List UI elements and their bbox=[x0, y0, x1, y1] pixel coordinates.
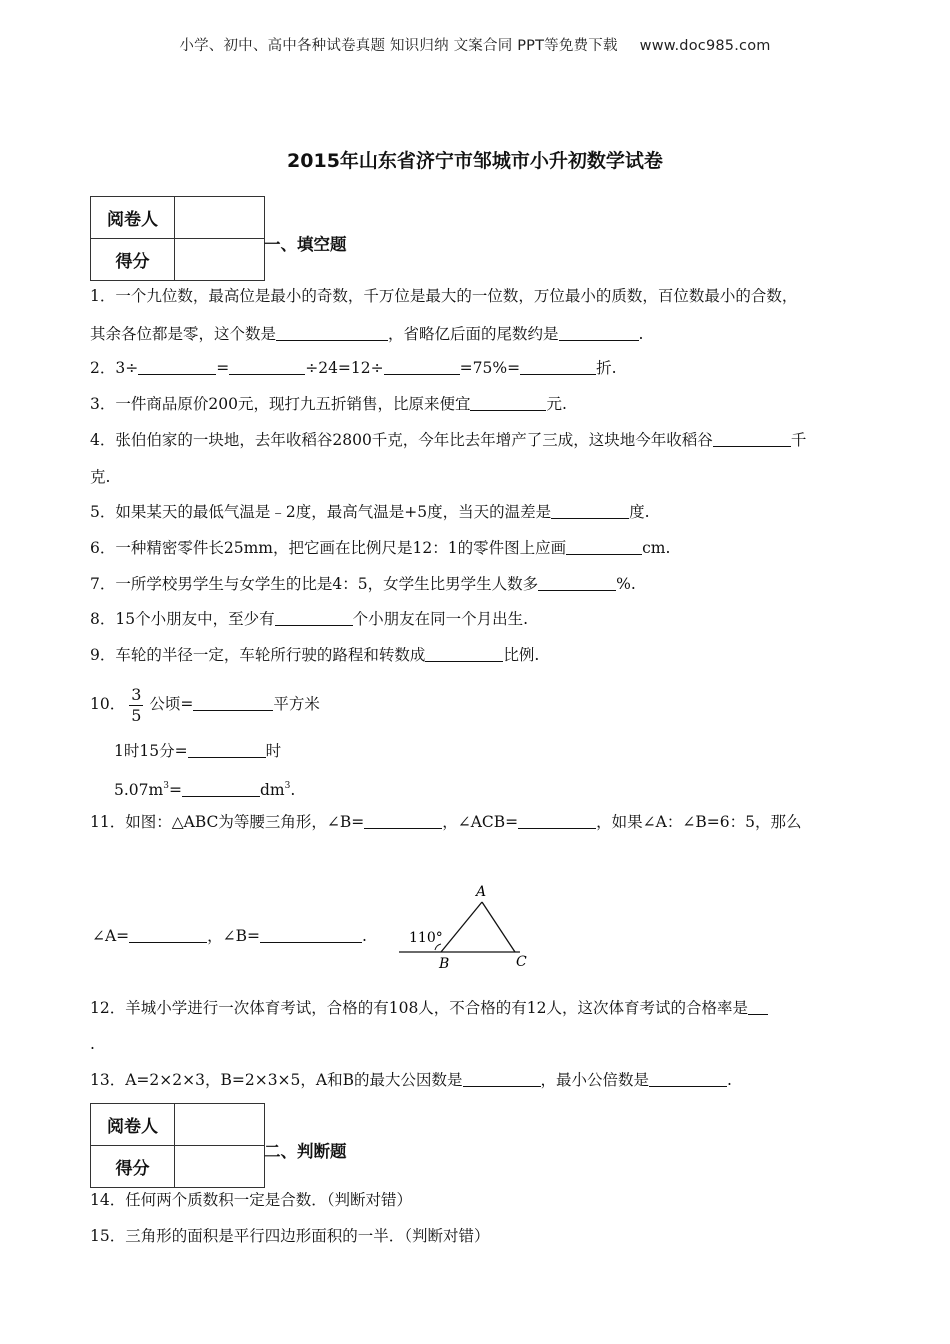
q11-text-5: ，∠B= bbox=[207, 927, 261, 945]
q11-blank-3[interactable] bbox=[129, 924, 207, 943]
q11-text-1: 11．如图：△ABC为等腰三角形，∠B= bbox=[90, 813, 365, 831]
question-9 bbox=[90, 637, 888, 674]
q7-text-1: 7．一所学校男学生与女学生的比是4：5，女学生比男学生人数多 bbox=[90, 575, 539, 593]
q13-text-2: ，最小公倍数是 bbox=[540, 1071, 650, 1089]
vertex-c-label: C bbox=[516, 954, 527, 970]
q10-text-4: 时 bbox=[265, 742, 282, 760]
q6-text-1: 6．一种精密零件长25mm，把它画在比例尺是12：1的零件图上应画 bbox=[90, 539, 567, 557]
q12-text-1: 12．羊城小学进行一次体育考试，合格的有108人，不合格的有12人，这次体育考试的合格率是 bbox=[90, 999, 749, 1017]
question-4-line-1 bbox=[90, 422, 888, 459]
q4-text-2: 千 bbox=[790, 431, 807, 449]
question-2 bbox=[90, 350, 888, 387]
question-11-line-1 bbox=[90, 804, 888, 841]
q4-text-1: 4．张伯伯家的一块地，去年收稻谷2800千克，今年比去年增产了三成，这块地今年收稻谷 bbox=[90, 431, 713, 449]
q5-text-1: 5．如果某天的最低气温是﹣2度，最高气温是+5度，当天的温差是 bbox=[90, 503, 552, 521]
page-header bbox=[0, 34, 950, 55]
question-15: 15．三角形的面积是平行四边形面积的一半．（判断对错） bbox=[90, 1227, 490, 1245]
header-url[interactable]: www.doc985.com bbox=[639, 38, 771, 54]
q13-text-3: . bbox=[727, 1071, 732, 1089]
q10-text-7: dm bbox=[259, 781, 285, 799]
q10-blank-3[interactable] bbox=[182, 778, 260, 797]
q11-text-3: ，如果∠A：∠B=6：5，那么 bbox=[596, 813, 802, 831]
q10-text-1: 公顷= bbox=[149, 695, 194, 713]
q12-blank[interactable] bbox=[748, 996, 768, 1015]
q9-blank[interactable] bbox=[425, 643, 503, 662]
question-4-line-2: 克. bbox=[90, 468, 111, 486]
q1-text-1: 其余各位都是零，这个数是 bbox=[90, 325, 277, 343]
question-13 bbox=[90, 1062, 888, 1099]
section-fill-in: 一、填空题 bbox=[264, 235, 347, 254]
q10-text-5: 5.07m bbox=[114, 781, 164, 799]
q10-blank-2[interactable] bbox=[188, 739, 266, 758]
question-1-line-1: 1．一个九位数，最高位是最小的奇数，千万位是最大的一位数，万位最小的质数，百位数最小的合数， bbox=[90, 287, 798, 305]
q10-sup-1: 3 bbox=[163, 781, 169, 791]
q13-blank-2[interactable] bbox=[649, 1068, 727, 1087]
question-10-line-2 bbox=[114, 733, 888, 770]
reviewer-cell-2 bbox=[175, 1104, 265, 1146]
side-ab bbox=[441, 902, 482, 952]
q13-text-1: 13．A=2×2×3，B=2×3×5，A和B的最大公因数是 bbox=[90, 1071, 463, 1089]
reviewer-label-2: 阅卷人 bbox=[91, 1104, 175, 1146]
q2-text-5: 折. bbox=[596, 359, 617, 377]
question-1-line-2 bbox=[90, 316, 888, 353]
score-label-2: 得分 bbox=[91, 1146, 175, 1188]
q10-number: 10． bbox=[90, 695, 126, 713]
q2-text-4: =75%= bbox=[459, 359, 521, 377]
q6-text-2: cm. bbox=[642, 539, 671, 557]
side-ac bbox=[482, 902, 515, 952]
q10-blank-1[interactable] bbox=[193, 692, 273, 711]
triangle-figure bbox=[395, 880, 535, 974]
fraction-three-fifths bbox=[129, 685, 143, 726]
q4-blank[interactable] bbox=[713, 428, 791, 447]
q3-text-1: 3．一件商品原价200元，现打九五折销售，比原来便宜 bbox=[90, 395, 471, 413]
score-label: 得分 bbox=[91, 239, 175, 281]
q3-text-2: 元. bbox=[546, 395, 567, 413]
grader-table-1 bbox=[90, 196, 265, 281]
reviewer-label: 阅卷人 bbox=[91, 197, 175, 239]
q10-sup-2: 3 bbox=[284, 781, 291, 791]
question-10-line-1 bbox=[90, 683, 888, 726]
q11-blank-4[interactable] bbox=[260, 924, 362, 943]
q5-blank[interactable] bbox=[551, 500, 629, 519]
question-6 bbox=[90, 530, 888, 567]
q7-blank[interactable] bbox=[538, 572, 616, 591]
header-text: 小学、初中、高中各种试卷真题 知识归纳 文案合同 PPT等免费下载 bbox=[179, 38, 618, 54]
q1-text-3: . bbox=[638, 325, 644, 343]
fraction-numerator: 3 bbox=[131, 684, 142, 704]
q10-text-8: . bbox=[290, 781, 296, 799]
question-5 bbox=[90, 494, 888, 531]
section-true-false: 二、判断题 bbox=[264, 1142, 347, 1161]
q2-text-1: 2．3÷ bbox=[90, 359, 139, 377]
q2-blank-2[interactable] bbox=[229, 356, 305, 375]
q2-blank-3[interactable] bbox=[384, 356, 460, 375]
q8-text-2: 个小朋友在同一个月出生. bbox=[352, 610, 529, 628]
q2-blank-1[interactable] bbox=[138, 356, 216, 375]
q1-blank-1[interactable] bbox=[276, 322, 388, 341]
question-7 bbox=[90, 566, 888, 603]
q7-text-2: %. bbox=[616, 575, 636, 593]
reviewer-cell bbox=[175, 197, 265, 239]
question-10-line-3 bbox=[114, 768, 888, 809]
q5-text-2: 度. bbox=[629, 503, 650, 521]
q8-blank[interactable] bbox=[275, 607, 353, 626]
question-12-line-2: . bbox=[90, 1035, 95, 1053]
q11-blank-1[interactable] bbox=[364, 810, 442, 829]
q3-blank[interactable] bbox=[470, 392, 546, 411]
q10-text-6: = bbox=[168, 781, 182, 799]
q2-text-3: ÷24=12÷ bbox=[305, 359, 384, 377]
q11-text-2: ，∠ACB= bbox=[442, 813, 519, 831]
q10-text-3: 1时15分= bbox=[114, 742, 188, 760]
q8-text-1: 8．15个小朋友中，至少有 bbox=[90, 610, 275, 628]
question-8 bbox=[90, 601, 888, 638]
q11-text-4: ∠A= bbox=[92, 927, 130, 945]
q11-text-6: . bbox=[362, 927, 367, 945]
angle-label: 110° bbox=[409, 930, 443, 946]
q1-text-2: ，省略亿后面的尾数约是 bbox=[388, 325, 559, 343]
page-title: 2015年山东省济宁市邹城市小升初数学试卷 bbox=[287, 150, 663, 172]
q6-blank[interactable] bbox=[566, 536, 642, 555]
q10-text-2: 平方米 bbox=[273, 695, 320, 713]
q9-text-1: 9．车轮的半径一定，车轮所行驶的路程和转数成 bbox=[90, 646, 426, 664]
q11-blank-2[interactable] bbox=[518, 810, 596, 829]
q2-blank-4[interactable] bbox=[520, 356, 596, 375]
grader-table-2 bbox=[90, 1103, 265, 1188]
score-cell bbox=[175, 239, 265, 281]
question-14: 14．任何两个质数积一定是合数．（判断对错） bbox=[90, 1191, 412, 1209]
q13-blank-1[interactable] bbox=[463, 1068, 541, 1087]
question-12-line-1 bbox=[90, 990, 888, 1027]
q9-text-2: 比例. bbox=[503, 646, 540, 664]
q1-blank-2[interactable] bbox=[559, 322, 639, 341]
vertex-a-label: A bbox=[476, 884, 487, 900]
question-3 bbox=[90, 386, 888, 423]
q2-text-2: = bbox=[216, 359, 230, 377]
fraction-denominator: 5 bbox=[131, 705, 142, 725]
vertex-b-label: B bbox=[439, 956, 450, 972]
